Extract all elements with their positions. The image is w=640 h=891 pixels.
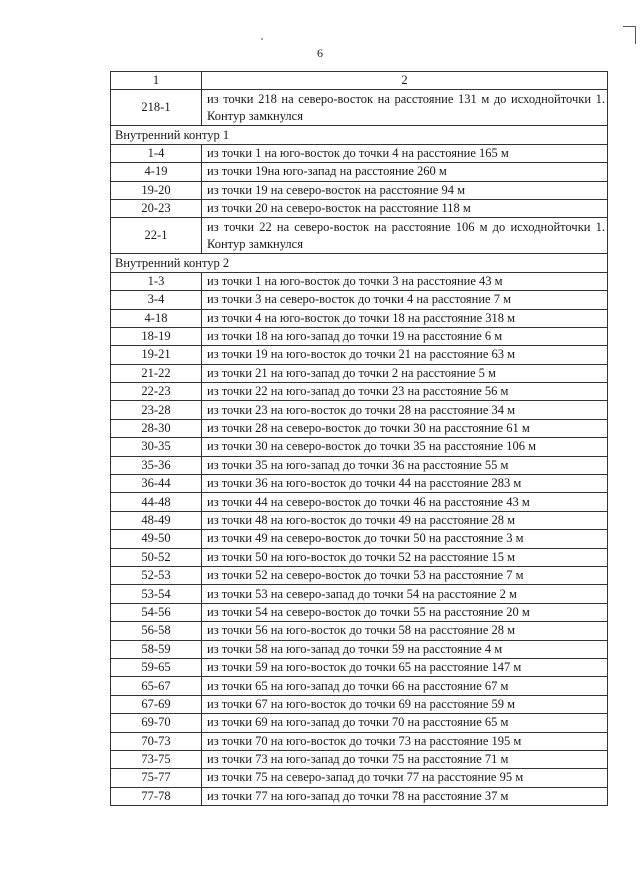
- table-row: [111, 456, 608, 474]
- segment-code: 19-21: [111, 346, 202, 364]
- segment-code: 35-36: [111, 456, 202, 474]
- segment-code: 30-35: [111, 438, 202, 456]
- segment-description: из точки 36 на юго-восток до точки 44 на расстояние 283 м: [202, 475, 608, 493]
- table-row: [111, 364, 608, 382]
- segment-description: из точки 22 на юго-запад до точки 23 на расстояние 56 м: [202, 383, 608, 401]
- segment-description: из точки 59 на юго-восток до точки 65 на расстояние 147 м: [202, 658, 608, 676]
- segment-code: 20-23: [111, 199, 202, 217]
- segment-code: 69-70: [111, 714, 202, 732]
- segment-description: из точки 56 на юго-восток до точки 58 на расстояние 28 м: [202, 622, 608, 640]
- table-row: [111, 769, 608, 787]
- table-body: [111, 72, 608, 806]
- table-row: [111, 658, 608, 676]
- table-row: [111, 309, 608, 327]
- segment-code: 36-44: [111, 475, 202, 493]
- segment-code: 19-20: [111, 181, 202, 199]
- segment-code: 73-75: [111, 750, 202, 768]
- segment-code: 22-1: [111, 218, 202, 254]
- table-row: [111, 695, 608, 713]
- table-row: [111, 199, 608, 217]
- segment-description: из точки 67 на юго-восток до точки 69 на расстояние 59 м: [202, 695, 608, 713]
- table-row: [111, 548, 608, 566]
- section-row: [111, 126, 608, 144]
- section-title: Внутренний контур 1: [111, 126, 608, 144]
- segment-description: из точки 19на юго-запад на расстояние 260 м: [202, 163, 608, 181]
- segment-description: из точки 21 на юго-запад до точки 2 на расстояние 5 м: [202, 364, 608, 382]
- segment-description: из точки 30 на северо-восток до точки 35 на расстояние 106 м: [202, 438, 608, 456]
- segment-description: из точки 52 на северо-восток до точки 53 на расстояние 7 м: [202, 566, 608, 584]
- table-row: [111, 511, 608, 529]
- table-row: [111, 714, 608, 732]
- segment-description: из точки 54 на северо-восток до точки 55 на расстояние 20 м: [202, 603, 608, 621]
- segment-description: из точки 53 на северо-запад до точки 54 на расстояние 2 м: [202, 585, 608, 603]
- segment-description: из точки 65 на юго-запад до точки 66 на расстояние 67 м: [202, 677, 608, 695]
- corner-mark-vertical: [635, 26, 636, 44]
- segment-code: 28-30: [111, 419, 202, 437]
- segment-description: из точки 44 на северо-восток до точки 46 на расстояние 43 м: [202, 493, 608, 511]
- corner-mark: [623, 14, 637, 44]
- segment-code: 50-52: [111, 548, 202, 566]
- boundary-table: [110, 71, 608, 806]
- segment-code: 18-19: [111, 327, 202, 345]
- segment-code: 52-53: [111, 566, 202, 584]
- segment-description: из точки 20 на северо-восток на расстояние 118 м: [202, 199, 608, 217]
- segment-code: 48-49: [111, 511, 202, 529]
- segment-description: из точки 1 на юго-восток до точки 4 на расстояние 165 м: [202, 144, 608, 162]
- segment-description: из точки 73 на юго-запад до точки 75 на расстояние 71 м: [202, 750, 608, 768]
- segment-code: 58-59: [111, 640, 202, 658]
- segment-description: из точки 50 на юго-восток до точки 52 на расстояние 15 м: [202, 548, 608, 566]
- segment-code: 4-19: [111, 163, 202, 181]
- segment-description: из точки 218 на северо-восток на расстояние 131 м до исходнойточки 1. Контур замкнулся: [202, 90, 608, 126]
- table-row: [111, 419, 608, 437]
- segment-code: 65-67: [111, 677, 202, 695]
- segment-description: из точки 22 на северо-восток на расстояние 106 м до исходнойточки 1. Контур замкнулся: [202, 218, 608, 254]
- segment-code: 59-65: [111, 658, 202, 676]
- segment-code: 21-22: [111, 364, 202, 382]
- segment-description: из точки 77 на юго-запад до точки 78 на расстояние 37 м: [202, 787, 608, 805]
- table-row: [111, 530, 608, 548]
- table-row: [111, 603, 608, 621]
- segment-description: из точки 49 на северо-восток до точки 50 на расстояние 3 м: [202, 530, 608, 548]
- segment-description: из точки 19 на северо-восток на расстояние 94 м: [202, 181, 608, 199]
- corner-mark-horizontal: [623, 26, 635, 27]
- table-row: [111, 163, 608, 181]
- segment-code: 54-56: [111, 603, 202, 621]
- table-row: [111, 750, 608, 768]
- segment-description: из точки 1 на юго-восток до точки 3 на расстояние 43 м: [202, 272, 608, 290]
- segment-description: из точки 19 на юго-восток до точки 21 на расстояние 63 м: [202, 346, 608, 364]
- page-number: 6: [317, 46, 323, 60]
- table-row: [111, 401, 608, 419]
- segment-code: 75-77: [111, 769, 202, 787]
- segment-code: 53-54: [111, 585, 202, 603]
- table-row: [111, 622, 608, 640]
- segment-description: из точки 4 на юго-восток до точки 18 на расстояние 318 м: [202, 309, 608, 327]
- scan-speck: [261, 38, 263, 40]
- column-header-2: 2: [202, 72, 608, 90]
- table-row: [111, 272, 608, 290]
- segment-code: 49-50: [111, 530, 202, 548]
- table-row: [111, 787, 608, 805]
- table-row: [111, 732, 608, 750]
- table-row: [111, 144, 608, 162]
- segment-code: 3-4: [111, 291, 202, 309]
- segment-code: 70-73: [111, 732, 202, 750]
- segment-description: из точки 23 на юго-восток до точки 28 на расстояние 34 м: [202, 401, 608, 419]
- segment-description: из точки 18 на юго-запад до точки 19 на расстояние 6 м: [202, 327, 608, 345]
- segment-code: 218-1: [111, 90, 202, 126]
- segment-code: 67-69: [111, 695, 202, 713]
- segment-code: 77-78: [111, 787, 202, 805]
- table-row: [111, 566, 608, 584]
- column-header-1: 1: [111, 72, 202, 90]
- segment-description: из точки 3 на северо-восток до точки 4 на расстояние 7 м: [202, 291, 608, 309]
- table-row: [111, 475, 608, 493]
- segment-description: из точки 48 на юго-восток до точки 49 на расстояние 28 м: [202, 511, 608, 529]
- segment-code: 4-18: [111, 309, 202, 327]
- section-title: Внутренний контур 2: [111, 254, 608, 272]
- segment-description: из точки 70 на юго-восток до точки 73 на расстояние 195 м: [202, 732, 608, 750]
- segment-code: 22-23: [111, 383, 202, 401]
- table-row: [111, 493, 608, 511]
- table-row: [111, 438, 608, 456]
- table-row: [111, 327, 608, 345]
- table-row: [111, 677, 608, 695]
- segment-description: из точки 69 на юго-запад до точки 70 на расстояние 65 м: [202, 714, 608, 732]
- segment-code: 44-48: [111, 493, 202, 511]
- segment-description: из точки 35 на юго-запад до точки 36 на расстояние 55 м: [202, 456, 608, 474]
- table-row: [111, 181, 608, 199]
- segment-description: из точки 75 на северо-запад до точки 77 на расстояние 95 м: [202, 769, 608, 787]
- segment-code: 56-58: [111, 622, 202, 640]
- table-row: [111, 640, 608, 658]
- section-row: [111, 254, 608, 272]
- table-row: [111, 585, 608, 603]
- table-row: [111, 346, 608, 364]
- table-row: [111, 218, 608, 254]
- segment-code: 1-3: [111, 272, 202, 290]
- segment-code: 23-28: [111, 401, 202, 419]
- segment-code: 1-4: [111, 144, 202, 162]
- segment-description: из точки 58 на юго-запад до точки 59 на расстояние 4 м: [202, 640, 608, 658]
- table-row: [111, 90, 608, 126]
- table-row: [111, 291, 608, 309]
- table-row: [111, 383, 608, 401]
- segment-description: из точки 28 на северо-восток до точки 30 на расстояние 61 м: [202, 419, 608, 437]
- table-header-row: [111, 72, 608, 90]
